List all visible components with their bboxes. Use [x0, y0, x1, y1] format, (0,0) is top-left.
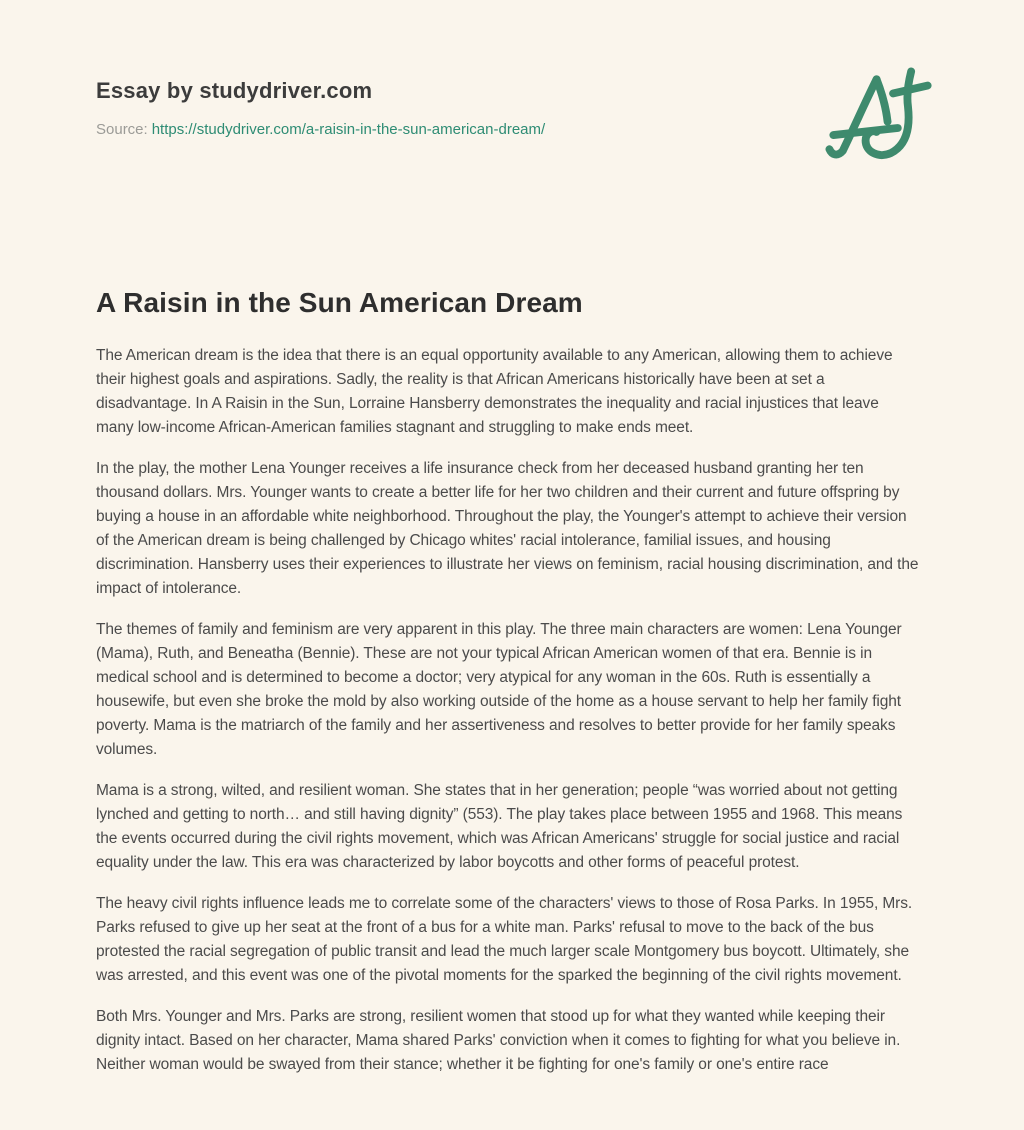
essay-paragraph: Mama is a strong, wilted, and resilient woman. She states that in her generation; people “was worried about not getting lynched and getting to north… and still having dignity” (553). The play takes place between 1955 and 1968. This means the events occurred during the civil rights movement, which was African Americans' struggle for social justice and racial equality under the law. This era was characterized by labor boycotts and other forms of peaceful protest.: [96, 782, 903, 871]
page-title: Essay by studydriver.com: [96, 78, 373, 103]
essay-title: A Raisin in the Sun American Dream: [96, 287, 583, 318]
essay-body: [96, 284, 920, 1077]
essay-paragraphs: [96, 344, 920, 1077]
a-plus-logo-icon: [818, 62, 932, 172]
header-text: [96, 70, 545, 140]
essay-paragraph: The heavy civil rights influence leads me to correlate some of the characters' views to those of Rosa Parks. In 1955, Mrs. Parks refused to give up her seat at the front of a bus for a white man. Parks' refusal to move to the back of the bus protested the racial segregation of public transit and lead the much larger scale Montgomery bus boycott. Ultimately, she was arrested, and this event was one of the pivotal moments for the sparked the beginning of the civil rights movement.: [96, 895, 913, 984]
essay-paragraph: The American dream is the idea that there is an equal opportunity available to any American, allowing them to achieve their highest goals and aspirations. Sadly, the reality is that African Americans historically have been at set a disadvantage. In A Raisin in the Sun, Lorraine Hansberry demonstrates the inequality and racial injustices that leave many low-income African-American families stagnant and struggling to make ends meet.: [96, 347, 893, 436]
source-label: Source:: [96, 121, 148, 138]
essay-paragraph: The themes of family and feminism are very apparent in this play. The three main characters are women: Lena Younger (Mama), Ruth, and Beneatha (Bennie). These are not your typical African American women of that era. Bennie is in medical school and is determined to become a doctor; very atypical for any woman in the 60s. Ruth is essentially a housewife, but even she broke the mold by also working outside of the home as a house servant to help her family fight poverty. Mama is the matriarch of the family and her assertiveness and resolves to better provide for her family speaks volumes.: [96, 621, 902, 758]
source-link[interactable]: https://studydriver.com/a-raisin-in-the-sun-american-dream/: [151, 121, 546, 138]
header: [96, 0, 920, 172]
essay-paragraph: Both Mrs. Younger and Mrs. Parks are strong, resilient women that stood up for what they wanted while keeping their dignity intact. Based on her character, Mama shared Parks' conviction when it comes to fighting for what you believe in. Neither woman would be swayed from their stance; whether it be fighting for one's family or one's entire race: [96, 1008, 901, 1073]
studydriver-logo: [818, 62, 932, 172]
source-line: [96, 120, 545, 140]
essay-paragraph: In the play, the mother Lena Younger receives a life insurance check from her deceased husband granting her ten thousand dollars. Mrs. Younger wants to create a better life for her two children and their current and future offspring by buying a house in an affordable white neighborhood. Throughout the play, the Younger's attempt to achieve their version of the American dream is being challenged by Chicago whites' racial intolerance, familial issues, and housing discrimination. Hansberry uses their experiences to illustrate her views on feminism, racial housing discrimination, and the impact of intolerance.: [96, 460, 919, 597]
